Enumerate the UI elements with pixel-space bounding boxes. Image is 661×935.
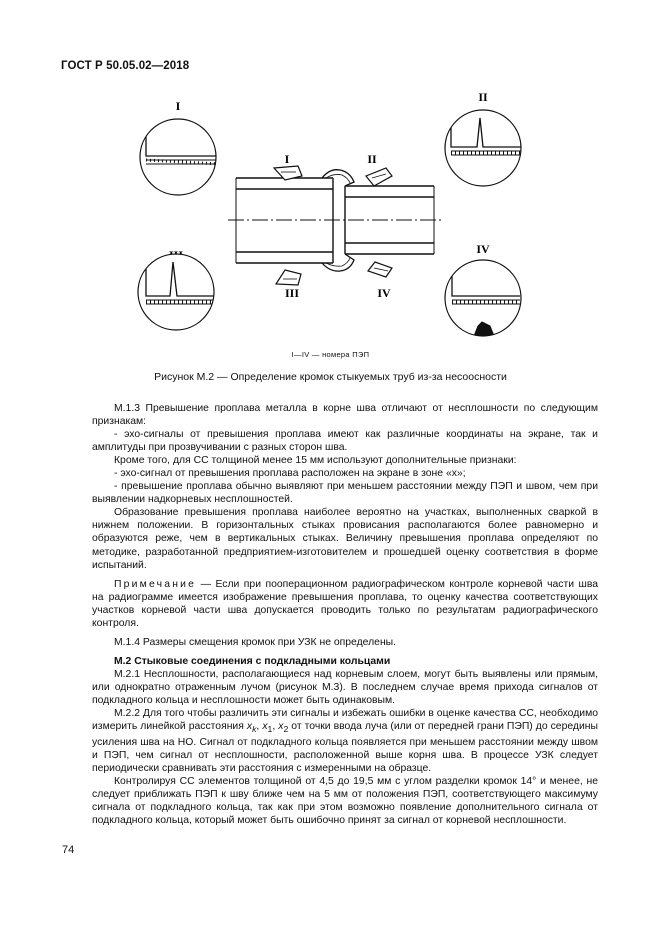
para-m22: М.2.2 Для того чтобы различить эти сигналы и избежать ошибки в оценке качества СС, необходимо измерить линейкой расстояния $x_k$, $x_1$, $x_2$ от точки ввода луча (или от передней грани ПЭП) до середины усиления шва на НО. Сигнал от подкладного кольца появляется при меньшем расстоянии между швом и ПЭП, чем сигнал от несплошности, расположенной выше корня шва. В процессе УЗК следует периодически сравнивать эти расстояния с измеренными на образце. — [92, 708, 598, 775]
figure-legend: I—IV — номера ПЭП — [291, 350, 370, 359]
figure-caption: Рисунок М.2 — Определение кромок стыкуемых труб из-за несоосности — [154, 371, 507, 383]
scope-label-4: IV — [476, 242, 490, 256]
section-heading-m2: М.2 Стыковые соединения с подкладными кольцами — [114, 655, 391, 667]
scope-label-1: I — [175, 99, 181, 113]
oscilloscope-3 — [138, 254, 215, 330]
figure-m2 — [0, 0, 661, 350]
para-m13-bullet-3: - превышение проплава обычно выявляют при меньшем расстоянии между ПЭП и швом, чем при выявлении надкорневых несплошностей. — [92, 481, 598, 506]
para-m13-bullet-2: - эхо-сигнал от превышения проплава расположен на экране в зоне «x»; — [114, 468, 466, 480]
note-text: — Если при пооперационном радиографическом контроле корневой части шва на радиограмме имеется изображение превышения проплава, то оценку качества соответствующих участков корневой части шва допускается проводить только по результатам радиографического контроля. — [92, 578, 598, 629]
probe-label-1: I — [284, 152, 290, 166]
oscilloscope-1 — [140, 119, 220, 195]
note — [92, 578, 598, 630]
para-m21: М.2.1 Несплошности, располагающиеся над корневым слоем, могут быть выявлены или прямым, или однократно отраженным лучом (рисунок М.3). В последнем случае время прихода сигналов от подкладного кольца и несплошности может быть одинаковым. — [92, 668, 598, 706]
para-m14: М.1.4 Размеры смещения кромок при УЗК не определены. — [114, 636, 397, 648]
para-m22-p2: Контролируя СС элементов толщиной от 4,5 до 19,5 мм с углом разделки кромок 14° и менее, не следует приближать ПЭП к шву ближе чем на 5 мм от положения ПЭП, соответствующего максимуму сигнала от подкладного кольца, так как при этом возможно появление дополнительного сигнала от подкладного кольца, который может быть ошибочно принят за сигнал от корневой несплошности. — [92, 776, 598, 827]
standard-header: ГОСТ Р 50.05.02—2018 — [61, 60, 190, 72]
para-m13-extra: Кроме того, для СС толщиной менее 15 мм используют дополнительные признаки: — [114, 455, 517, 467]
probe-label-2: II — [367, 152, 377, 166]
para-m22-b: от точки ввода луча (или от передней грани ПЭП) до середины усиления шва на НО. Сигнал от подкладного кольца появляется при меньшем расстоянии между швом и ПЭП, чем сигнал от несплошности, расположенной выше корня шва. В процессе УЗК следует периодически сравнивать эти расстояния с измеренными на образце. — [92, 721, 598, 775]
para-m13-p2: Образование превышения проплава наиболее вероятно на участках, выполненных сваркой в нижнем положении. В горизонтальных стыках провисания располагаются более равномерно и образуются реже, чем в вертикальных стыках. Величину превышения проплава определяют по методике, разработанной предприятием-изготовителем и прошедшей оценку соответствия в форме испытаний. — [92, 507, 598, 571]
oscilloscope-4 — [445, 260, 521, 336]
para-m13-intro: М.1.3 Превышение проплава металла в корне шва отличают от несплошности по следующим признакам: — [92, 403, 598, 428]
probe-label-4: IV — [377, 286, 391, 300]
note-label: Примечание — [114, 578, 197, 590]
scope-label-2: II — [478, 90, 488, 104]
para-m22-a: М.2.2 Для того чтобы различить эти сигналы и избежать ошибки в оценке качества СС, необходимо измерить линейкой расстояния — [92, 708, 598, 733]
page-number: 74 — [62, 844, 75, 856]
pipe-drawing — [228, 170, 442, 271]
oscilloscope-2 — [445, 110, 525, 186]
para-m13-bullet-1: - эхо-сигналы от превышения проплава имеют как различные координаты на экране, так и амплитуды при прозвучивании с разных сторон шва. — [92, 429, 598, 454]
body-text — [92, 402, 598, 828]
probe-label-3: III — [284, 286, 300, 300]
